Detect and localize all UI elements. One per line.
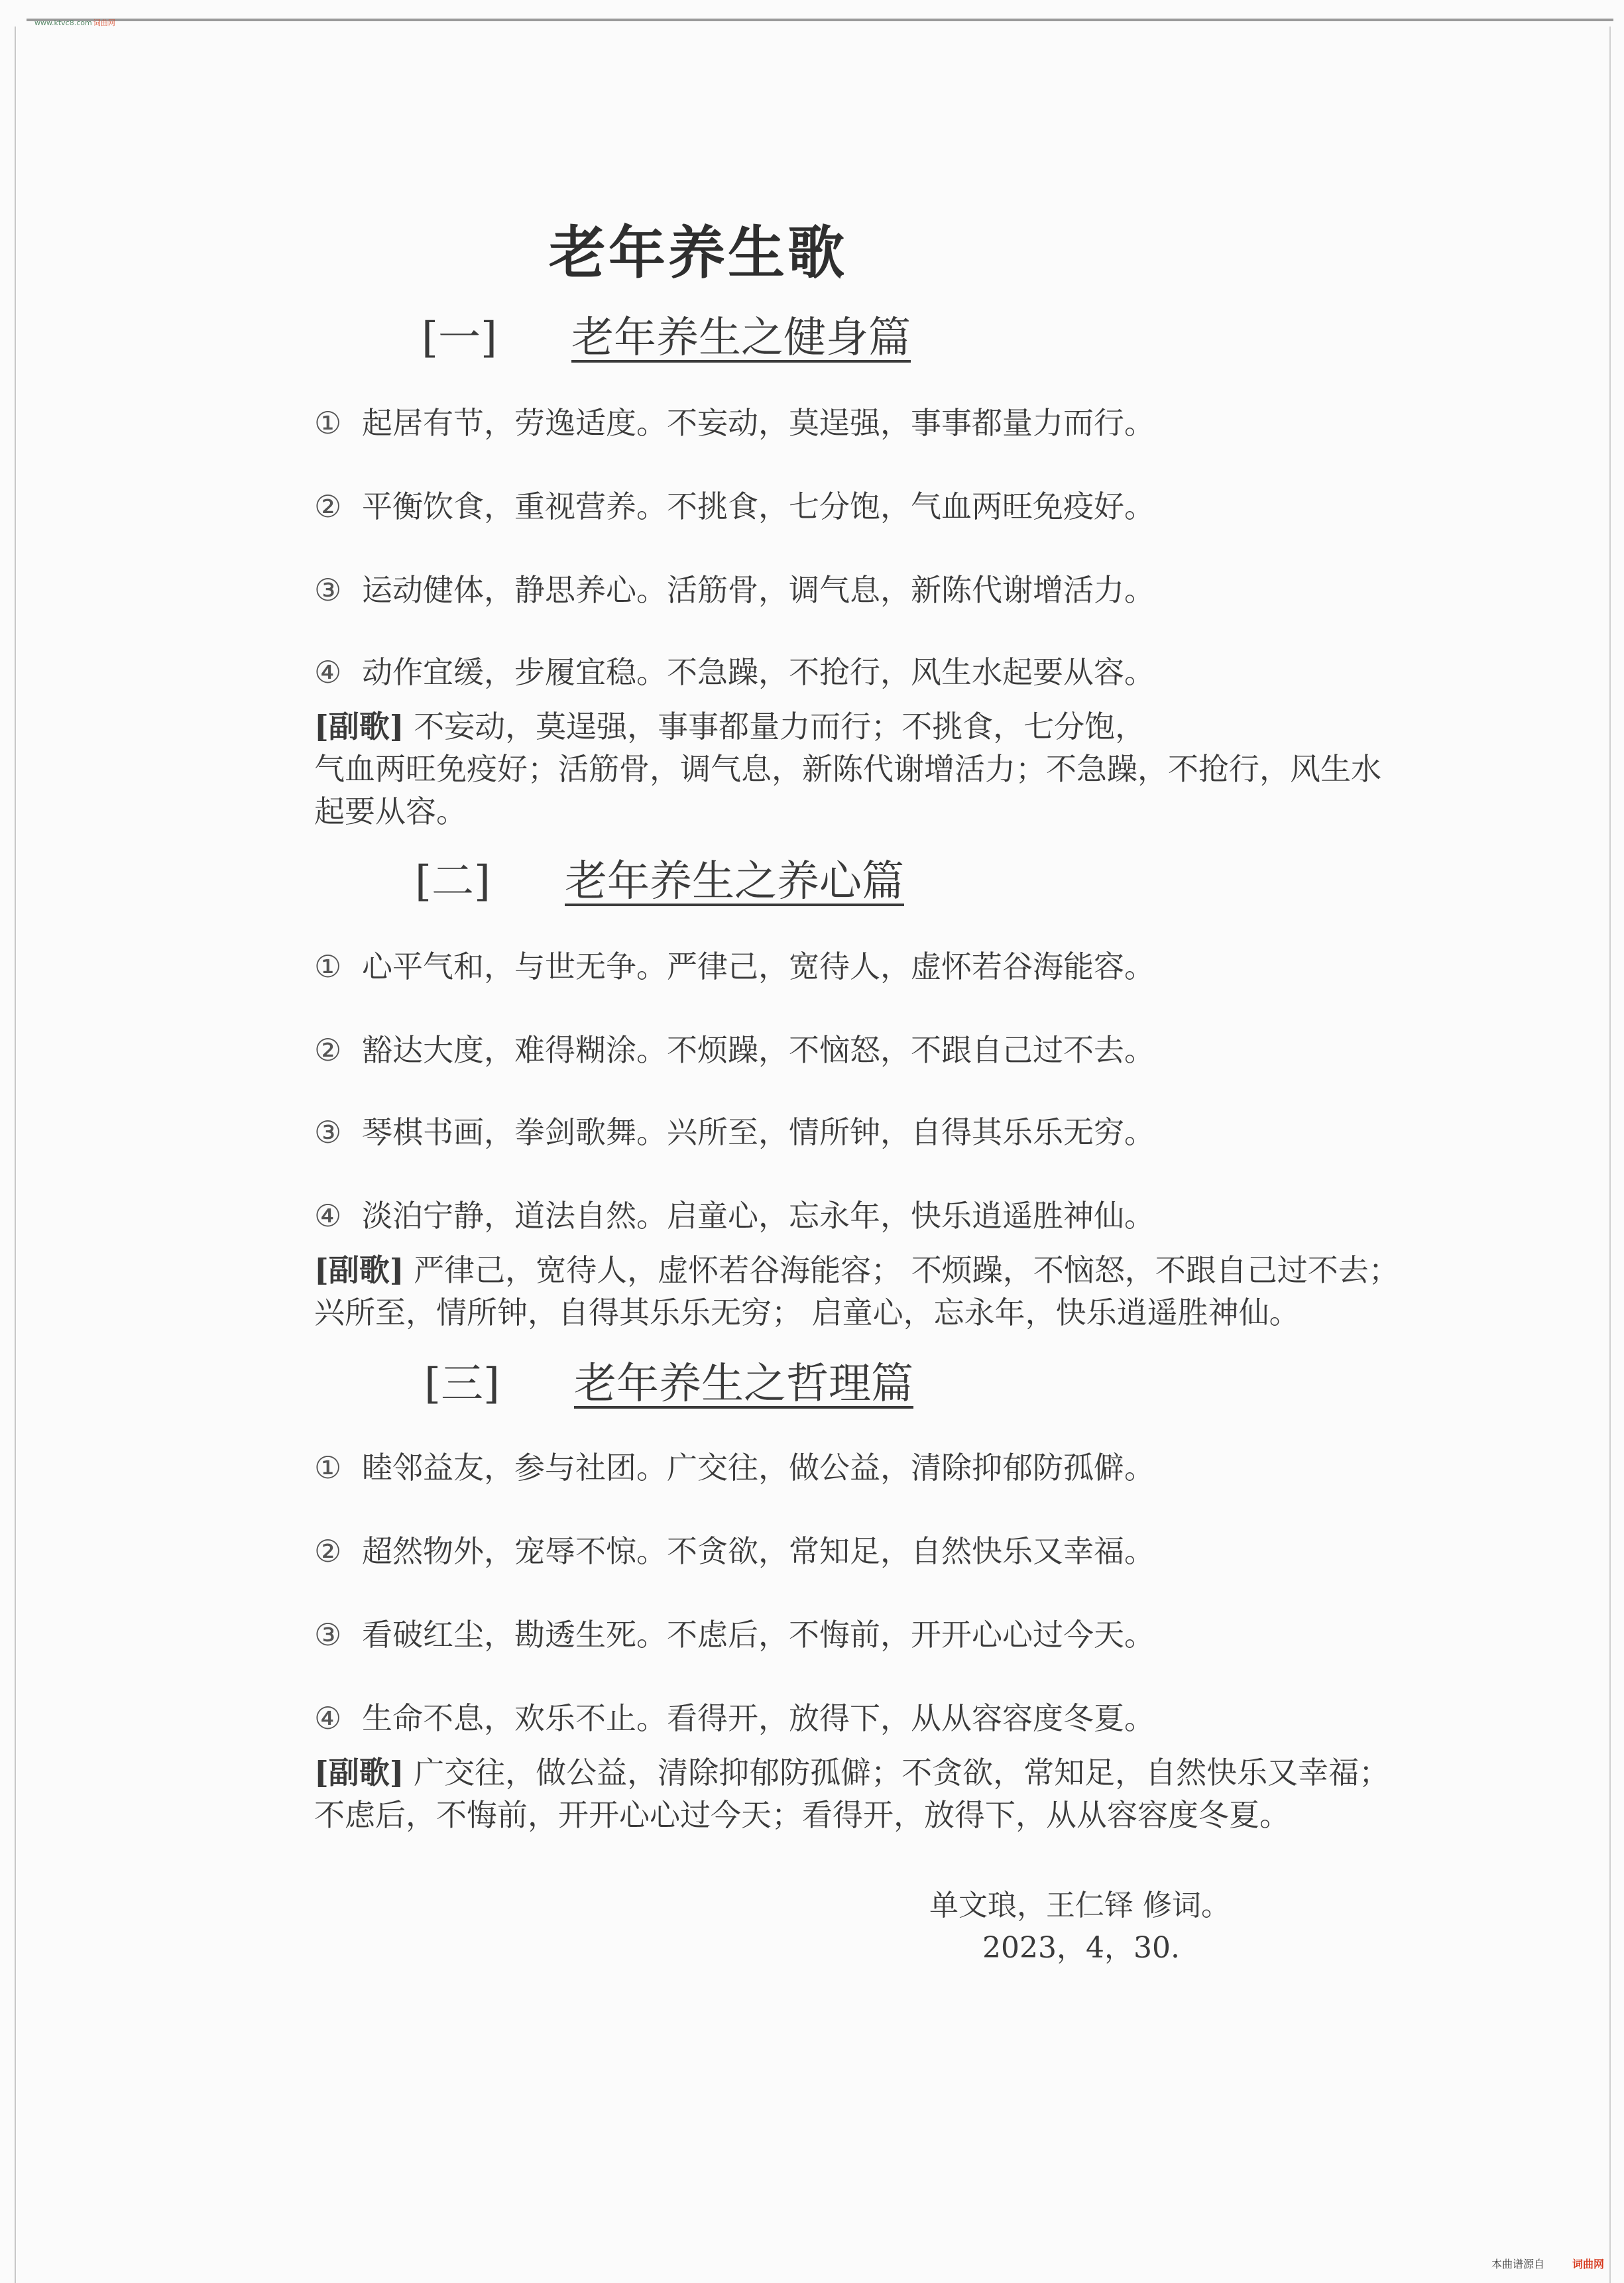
circled-number-four-icon: ④ [314,1700,342,1736]
verse-line [314,1108,1155,1152]
left-margin-strip [15,27,16,2283]
verse-line [314,399,1155,443]
verse-line [314,483,1155,526]
verse-text: 琴棋书画，拳剑歌舞。兴所至，情所钟，自得其乐乐无穷。 [362,1114,1155,1150]
page-title: 老年养生歌 [549,219,847,286]
chorus-text: 不虑后，不悔前，开开心心过今天；看得开，放得下，从从容容度冬夏。 [314,1797,1290,1833]
verse-text: 平衡饮食，重视营养。不挑食，七分饱，气血两旺免疫好。 [362,489,1155,524]
chorus-text: 广交往，做公益，清除抑郁防孤僻；不贪欲，常知足，自然快乐又幸福； [414,1755,1390,1790]
verse-text: 豁达大度，难得糊涂。不烦躁，不恼怒，不跟自己过不去。 [362,1032,1155,1068]
chorus [314,705,1454,833]
verse-line [314,1192,1155,1236]
verse-line [314,648,1155,692]
circled-number-three-icon: ③ [314,572,342,608]
chorus-text: 气血两旺免疫好；活筋骨，调气息，新陈代谢增活力；不急躁，不抢行，风生水 [314,751,1381,787]
site-url: www.ktvc8.com [34,19,92,27]
site-header [34,17,115,28]
circled-number-four-icon: ④ [314,654,342,690]
circled-number-two-icon: ② [314,489,342,524]
verse-line [314,1026,1155,1070]
circled-number-three-icon: ③ [314,1114,342,1150]
verse-line [314,566,1155,610]
section-name: 老年养生之健身篇 [571,314,911,363]
chorus-label: [副歌] [314,1755,404,1790]
chorus [314,1249,1454,1334]
circled-number-one-icon: ① [314,1450,342,1486]
right-margin-strip [1609,27,1611,2283]
section-heading [422,304,911,365]
circled-number-two-icon: ② [314,1533,342,1569]
chorus-label: [副歌] [314,1252,404,1288]
verse-line [314,1611,1155,1655]
circled-number-two-icon: ② [314,1032,342,1068]
verse-text: 运动健体，静思养心。活筋骨，调气息，新陈代谢增活力。 [362,572,1155,608]
verse-line [314,1694,1155,1738]
section-number: [三] [424,1360,500,1409]
footer-source: 本曲谱源自 [1491,2258,1544,2270]
site-name: 词曲网 [93,19,115,27]
section-number: [一] [422,314,497,363]
circled-number-four-icon: ④ [314,1198,342,1234]
verse-text: 淡泊宁静，道法自然。启童心，忘永年，快乐逍遥胜神仙。 [362,1198,1155,1234]
footer-site-link[interactable]: 词曲网 [1572,2258,1604,2270]
chorus-label: [副歌] [314,709,404,744]
verse-line [314,943,1155,986]
chorus-text: 兴所至，情所钟，自得其乐乐无穷； 启童心，忘永年，快乐逍遥胜神仙。 [314,1295,1300,1330]
section-number: [二] [415,857,491,906]
verse-line [314,1444,1155,1488]
section-name: 老年养生之养心篇 [565,857,904,906]
section-heading [415,847,904,908]
verse-text: 起居有节，劳逸适度。不妄动，莫逞强，事事都量力而行。 [362,405,1155,441]
section-heading [424,1350,913,1411]
verse-text: 睦邻益友，参与社团。广交往，做公益，清除抑郁防孤僻。 [362,1450,1155,1486]
verse-text: 超然物外，宠辱不惊。不贪欲，常知足，自然快乐又幸福。 [362,1533,1155,1569]
verse-text: 动作宜缓，步履宜稳。不急躁，不抢行，风生水起要从容。 [362,654,1155,690]
authors-credit: 单文琅，王仁铎 修词。 [929,1889,1230,1922]
circled-number-one-icon: ① [314,405,342,441]
section-name: 老年养生之哲理篇 [574,1360,913,1409]
verse-line [314,1527,1155,1571]
top-rule [27,19,1613,21]
circled-number-three-icon: ③ [314,1617,342,1653]
verse-text: 生命不息，欢乐不止。看得开，放得下，从从容容度冬夏。 [362,1700,1155,1736]
verse-text: 心平气和，与世无争。严律己，宽待人，虚怀若谷海能容。 [362,949,1155,984]
circled-number-one-icon: ① [314,949,342,984]
chorus [314,1751,1454,1836]
date: 2023，4，30. [982,1931,1180,1965]
chorus-text: 起要从容。 [314,793,467,829]
chorus-text: 不妄动，莫逞强，事事都量力而行；不挑食，七分饱， [414,709,1146,744]
verse-text: 看破红尘，勘透生死。不虑后，不悔前，开开心心过今天。 [362,1617,1155,1653]
chorus-text: 严律己，宽待人，虚怀若谷海能容； 不烦躁，不恼怒，不跟自己过不去； [414,1252,1399,1288]
